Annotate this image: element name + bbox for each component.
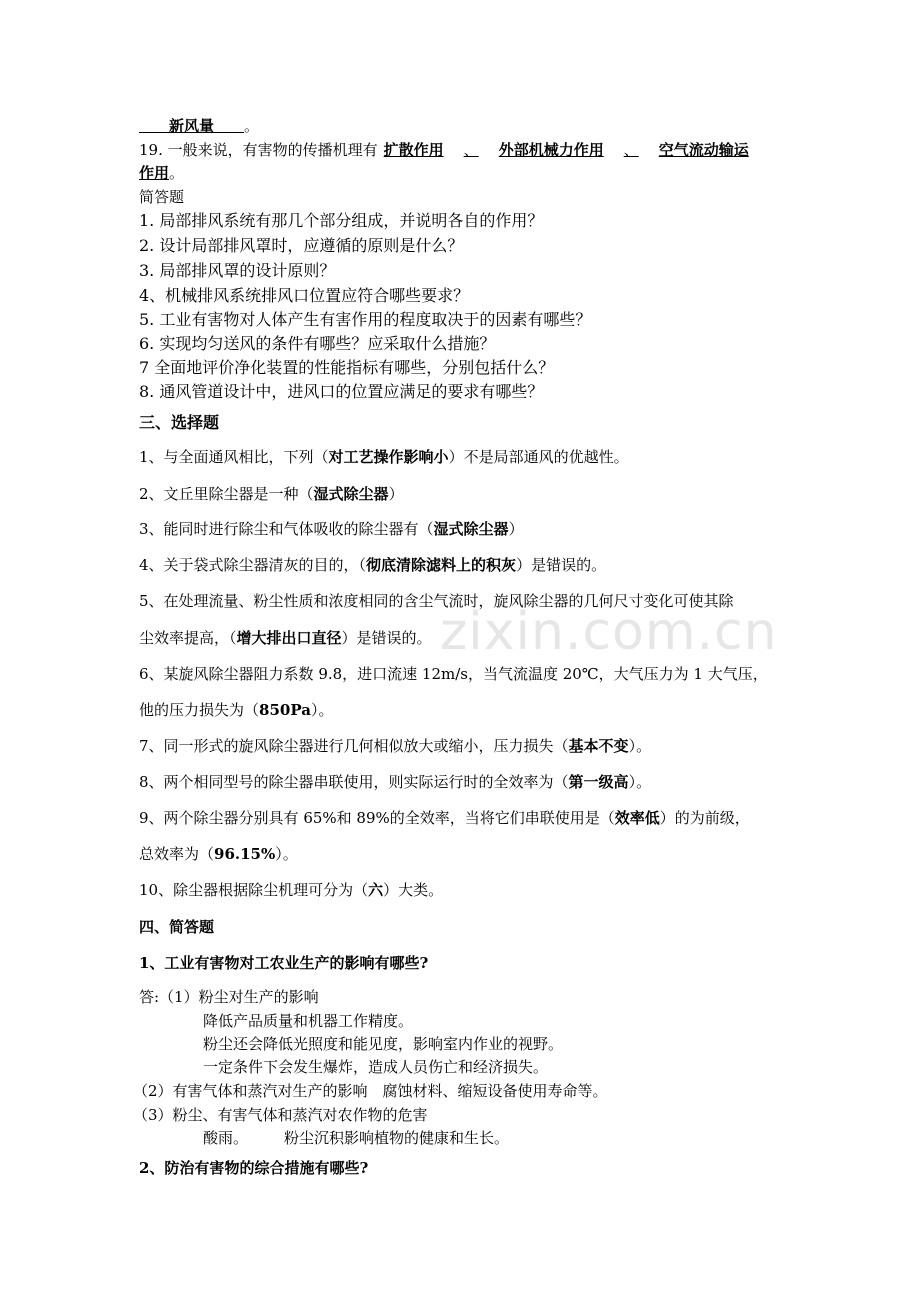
- blank: [214, 117, 244, 135]
- answer-line: 粉尘还会降低光照度和能见度，影响室内作业的视野。: [203, 1035, 564, 1053]
- q-text: 2、文丘里除尘器是一种（: [139, 485, 314, 503]
- q-text: 1、与全面通风相比，下列（: [139, 448, 329, 466]
- q-text: ）: [508, 520, 524, 538]
- choice-question-cont: [139, 627, 432, 648]
- choice-question: [139, 771, 651, 792]
- answer-line: 一定条件下会发生爆炸，造成人员伤亡和经济损失。: [203, 1058, 549, 1076]
- choice-question: [139, 446, 629, 467]
- answer-text: 彻底清除滤料上的积灰: [366, 556, 517, 574]
- short-question: 1. 局部排风系统有那几个部分组成，并说明各自的作用？: [139, 211, 544, 230]
- answer-text: 外部机械力作用: [498, 141, 604, 159]
- answer-text: 第一级高: [568, 773, 629, 791]
- answer-text: 对工艺操作影响小: [328, 448, 449, 466]
- q-text: 一般来说，有害物的传播机理有: [167, 141, 378, 159]
- watermark: zixin.com.cn: [440, 602, 778, 662]
- q-text: 4、关于袋式除尘器清灰的目的，（: [139, 556, 367, 574]
- short-question: 4、机械排风系统排风口位置应符合哪些要求？: [139, 286, 470, 305]
- answer-text: 粉尘沉积影响植物的健康和生长。: [284, 1129, 510, 1147]
- answer-text: 扩散作用: [383, 141, 444, 159]
- q-text: ）不是局部通风的优越性。: [448, 448, 629, 466]
- q-text: ）。: [275, 845, 298, 863]
- choice-question-cont: [139, 843, 298, 864]
- answer-text: 新风量: [169, 117, 215, 135]
- q-text: ）大类。: [383, 881, 444, 899]
- answer-line: 降低产品质量和机器工作精度。: [203, 1012, 414, 1030]
- punct: 。: [169, 164, 185, 182]
- q-text: 7、同一形式的旋风除尘器进行几何相似放大或缩小，压力损失（: [139, 737, 569, 755]
- choice-question: [139, 518, 524, 539]
- short-question: 2. 设计局部排风罩时，应遵循的原则是什么？: [139, 236, 464, 255]
- choice-question: [139, 735, 651, 756]
- choice-question-cont: [139, 699, 333, 720]
- q-text: ）是错误的。: [341, 629, 432, 647]
- q-text: ）。: [628, 737, 652, 755]
- answer-text: 850Pa: [259, 701, 311, 719]
- answer-line: （3）粉尘、有害气体和蒸汽对农作物的危害: [133, 1106, 428, 1124]
- q-text: ）。: [310, 701, 334, 719]
- choice-question: 6、某旋风除尘器阻力系数 9.8，进口流速 12m/s，当气流温度 20℃，大气压力为 1 大气压，: [139, 665, 768, 683]
- q-text: 尘效率提高，（: [139, 629, 237, 647]
- blank: [139, 117, 169, 135]
- short-question: 7 全面地评价净化装置的性能指标有哪些，分别包括什么？: [139, 358, 555, 377]
- punct: 。: [244, 117, 260, 135]
- choice-question: [139, 879, 443, 900]
- answer-text: 效率低: [614, 809, 660, 827]
- sep: 、: [623, 141, 639, 159]
- answer-text: 增大排出口直径: [236, 629, 342, 647]
- q-text: ）的为前级，: [659, 809, 750, 827]
- q-text: 10、除尘器根据除尘机理可分为（: [139, 881, 369, 899]
- answer-line: [203, 1127, 509, 1148]
- essay-question: 1、工业有害物对工农业生产的影响有哪些?: [139, 954, 429, 972]
- short-question: 3. 局部排风罩的设计原则？: [139, 261, 336, 280]
- choice-question: [139, 483, 404, 504]
- choice-question: [139, 554, 606, 575]
- q-text: ）。: [628, 773, 652, 791]
- sep: 、: [463, 141, 479, 159]
- section-heading: 三、选择题: [139, 413, 220, 432]
- answer-line: 答:（1）粉尘对生产的影响: [139, 988, 319, 1006]
- answer-line: （2）有害气体和蒸汽对生产的影响 腐蚀材料、缩短设备使用寿命等。: [133, 1082, 608, 1100]
- answer-text: 作用: [139, 164, 170, 182]
- answer-text: 基本不变: [568, 737, 629, 755]
- q-text: ）是错误的。: [516, 556, 607, 574]
- short-question: 8. 通风管道设计中，进风口的位置应满足的要求有哪些？: [139, 382, 544, 401]
- answer-text: 酸雨。: [203, 1129, 249, 1147]
- choice-question: [139, 807, 750, 828]
- answer-fragment-line: [139, 115, 259, 136]
- short-question: 6. 实现均匀送风的条件有哪些？应采取什么措施？: [139, 334, 496, 353]
- answer-text: 96.15%: [214, 845, 276, 863]
- answer-text: 湿式除尘器: [313, 485, 389, 503]
- question-19: [139, 139, 749, 160]
- q-number: 19.: [139, 141, 163, 159]
- q-text: 8、两个相同型号的除尘器串联使用，则实际运行时的全效率为（: [139, 773, 569, 791]
- q-text: 3、能同时进行除尘和气体吸收的除尘器有（: [139, 520, 434, 538]
- answer-text: 六: [368, 881, 384, 899]
- question-19-cont: [139, 162, 184, 183]
- q-text: 9、两个除尘器分别具有 65%和 89%的全效率，当将它们串联使用是（: [139, 809, 615, 827]
- answer-text: 空气流动输运: [658, 141, 749, 159]
- choice-question: 5、在处理流量、粉尘性质和浓度相同的含尘气流时，旋风除尘器的几何尺寸变化可使其除: [139, 592, 734, 610]
- q-text: 总效率为（: [139, 845, 215, 863]
- q-text: 他的压力损失为（: [139, 701, 260, 719]
- answer-text: 湿式除尘器: [433, 520, 509, 538]
- q-text: ）: [388, 485, 404, 503]
- essay-question: 2、防治有害物的综合措施有哪些?: [139, 1159, 369, 1177]
- short-answer-header: 简答题: [139, 188, 185, 206]
- short-question: 5. 工业有害物对人体产生有害作用的程度取决于的因素有哪些？: [139, 310, 592, 329]
- section-heading: 四、简答题: [139, 918, 215, 936]
